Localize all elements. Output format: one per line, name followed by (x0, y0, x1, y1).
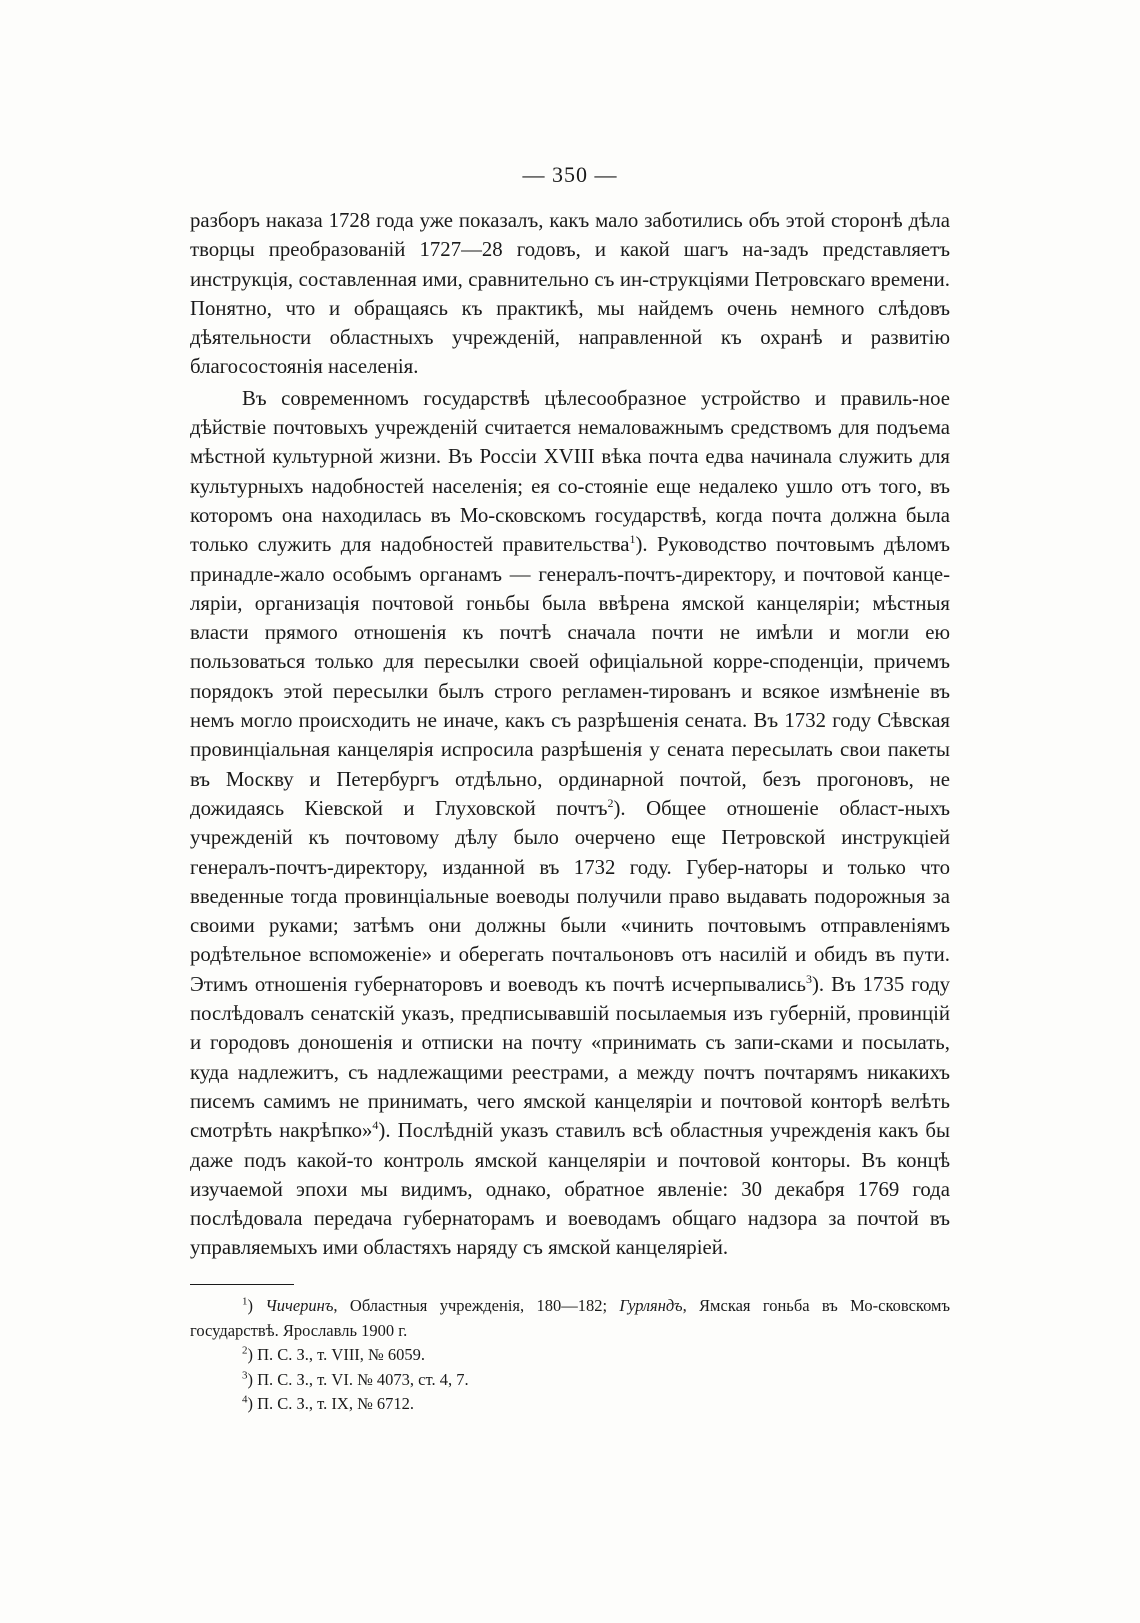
footnote-text: П. С. З., т. VIII, № 6059. (253, 1345, 426, 1364)
footnote-1: $^1$) Чичеринъ, Областныя учрежденія, 180—182; Гурляндъ, Ямская гоньба въ Мо-сковскомъ государствѣ. Ярославль 1900 г. (190, 1295, 951, 1340)
paragraph-2 (190, 384, 950, 1263)
paragraph-2-text-a: Въ современномъ государствѣ цѣлесообразное устройство и правиль-ное дѣйствіе почтовыхъ учрежденій считается немаловажнымъ средствомъ для подъема мѣстной культурной жизни. Въ Россіи XVIII вѣка почта едва начинала служить для культурныхъ надобностей населенія; ея со-стояніе еще недалеко ушло отъ того, въ которомъ она находилась въ Мо-сковскомъ государствѣ, когда почта должна была только служить для надобностей правительства (190, 386, 950, 557)
footnote-3: $^3$) П. С. З., т. VI. № 4073, ст. 4, 7. (242, 1369, 469, 1389)
paragraph-1 (190, 206, 950, 382)
footnote-mark: 1 (242, 1295, 248, 1308)
footnote-reference-2: 2 (607, 796, 614, 811)
paragraph-2-text-b: ). Руководство почтовымъ дѣломъ принадле-жало особымъ органамъ — генералъ-почтъ-директору, и почтовой канце-ляріи, организація почтовой гоньбы была ввѣрена ямской канцеляріи; мѣстныя власти прямого отношенія къ почтѣ сначала почти не имѣли и могли ею пользоваться только для пересылки своей офиціальной корре-споденціи, причемъ порядокъ этой пересылки былъ строго регламен-тированъ и всякое измѣненіе въ немъ могло происходить не иначе, какъ съ разрѣшенія сената. Въ 1732 году Сѣвская провинціальная канцелярія испросила разрѣшенія у сената пересылать свои пакеты въ Москву и Петербургъ отдѣльно, ординарной почтой, безъ прогоновъ, не дожидаясь Кіевской и Глуховской почтъ (190, 533, 950, 820)
footnote-author: Гурляндъ (619, 1296, 683, 1315)
footnote-text: П. С. З., т. VI. № 4073, ст. 4, 7. (253, 1369, 469, 1389)
paragraph-2-text-d: ). Въ 1735 году послѣдовалъ сенатскій указъ, предписывавшій посылаемыя изъ губерній, провинцій и городовъ доношенія и отписки на почту «принимать съ запи-сками и посылать, куда надлежитъ, съ надлежащими реестрами, а между почтъ почтарямъ никакихъ писемъ самимъ не принимать, чего ямской канцеляріи и почтовой конторѣ велѣть смотрѣть накрѣпко» (190, 972, 951, 1143)
main-text (190, 206, 950, 1263)
footnote-mark: 3 (242, 1369, 248, 1381)
footnote-text: П. С. З., т. IX, № 6712. (253, 1394, 415, 1413)
footnotes (190, 1294, 950, 1417)
footnote-mark: 4 (242, 1393, 248, 1406)
footnote-text: , Ямская гоньба въ Мо-сковскомъ государствѣ. Ярославль 1900 г. (190, 1296, 951, 1340)
footnote-2: $^2$) П. С. З., т. VIII, № 6059. (242, 1344, 426, 1364)
footnote-author: Чичеринъ (265, 1296, 334, 1315)
paragraph-2-text-e: ). Послѣдній указъ ставилъ всѣ областныя учрежденія какъ бы даже подъ какой-то контроль ямской канцеляріи и почтовой конторы. Въ концѣ изучаемой эпохи мы видимъ, однако, обратное явленіе: 30 декабря 1769 года послѣдовала передача губернаторамъ и воеводамъ общаго надзора за почтой въ управляемыхъ ими областяхъ наряду съ ямской канцеляріей. (190, 1119, 950, 1260)
page-number: — 350 — (522, 162, 618, 187)
paragraph-1-text: разборъ наказа 1728 года уже показалъ, какъ мало заботились объ этой сторонѣ дѣла творцы преобразованій 1727—28 годовъ, и какой шагъ на-задъ представляетъ инструкція, составленная ими, сравнительно съ ин-струкціями Петровскаго времени. Понятно, что и обращаясь къ практикѣ, мы найдемъ очень немного слѣдовъ дѣятельности областныхъ учрежденій, направленной къ охранѣ и развитію благосостоянія населенія. (190, 209, 950, 379)
paragraph-2-text-c: ). Общее отношеніе област-ныхъ учрежденій къ почтовому дѣлу было очерчено еще Петровской инструкціей генералъ-почтъ-директору, изданной въ 1732 году. Губер-наторы и только что введенные тогда провинціальные воеводы получили право выдавать подорожныя за своими руками; затѣмъ они должны были «чинить почтовымъ отправленіямъ родѣтельное вспоможеніе» и оберегать почтальоновъ отъ насилій и обидъ въ пути. Этимъ отношенія губернаторовъ и воеводъ къ почтѣ исчерпывались (190, 796, 950, 996)
footnote-reference-3: 3 (806, 971, 812, 986)
footnote-reference-1: 1 (629, 532, 636, 547)
footnote-mark: 2 (242, 1344, 248, 1357)
footnote-separator (190, 1284, 294, 1285)
footnote-text: , Областныя учрежденія, 180—182; (333, 1296, 620, 1315)
footnote-reference-4: 4 (372, 1118, 379, 1133)
footnote-4: $^4$) П. С. З., т. IX, № 6712. (242, 1393, 415, 1413)
